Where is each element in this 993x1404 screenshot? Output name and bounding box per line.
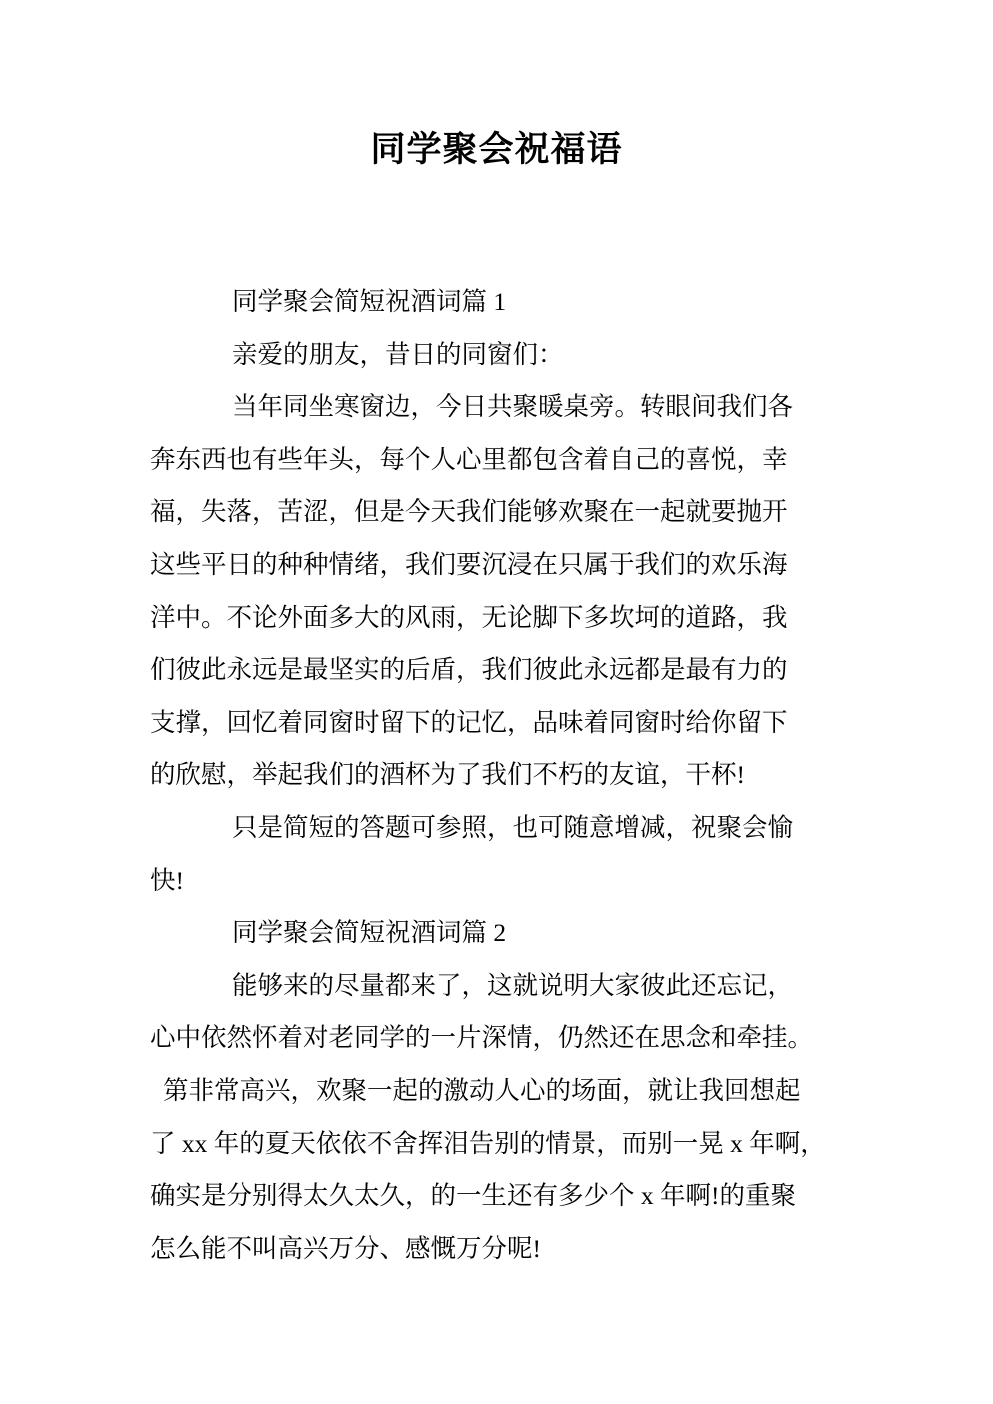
paragraph-line: 当年同坐寒窗边，今日共聚暖桌旁。转眼间我们各 bbox=[232, 392, 794, 422]
paragraph-line: 了 xx 年的夏天依依不舍挥泪告别的情景，而别一晃 x 年啊， bbox=[150, 1128, 826, 1158]
paragraph-line: 福，失落，苦涩，但是今天我们能够欢聚在一起就要抛开 bbox=[150, 497, 788, 527]
paragraph-line: 这些平日的种种情绪，我们要沉浸在只属于我们的欢乐海 bbox=[150, 549, 788, 579]
document-body bbox=[150, 276, 850, 1275]
paragraph-line: 快! bbox=[150, 865, 184, 895]
paragraph-line: 心中依然怀着对老同学的一片深情，仍然还在思念和牵挂。 bbox=[150, 1023, 814, 1053]
paragraph-line: 洋中。不论外面多大的风雨，无论脚下多坎坷的道路，我 bbox=[150, 602, 788, 632]
paragraph-line: 能够来的尽量都来了，这就说明大家彼此还忘记， bbox=[232, 970, 794, 1000]
paragraph-line: 奔东西也有些年头，每个人心里都包含着自己的喜悦，幸 bbox=[150, 444, 788, 474]
section-heading: 同学聚会简短祝酒词篇 2 bbox=[232, 918, 507, 948]
paragraph-line: 们彼此永远是最坚实的后盾，我们彼此永远都是最有力的 bbox=[150, 655, 788, 685]
paragraph-line: 只是简短的答题可参照，也可随意增减，祝聚会愉 bbox=[232, 812, 794, 842]
page-title: 同学聚会祝福语 bbox=[370, 130, 623, 169]
paragraph-line: 确实是分别得太久太久，的一生还有多少个 x 年啊!的重聚 bbox=[150, 1181, 796, 1211]
paragraph-line: 的欣慰，举起我们的酒杯为了我们不朽的友谊，干杯! bbox=[150, 760, 745, 790]
paragraph-line: 支撑，回忆着同窗时留下的记忆，品味着同窗时给你留下 bbox=[150, 707, 788, 737]
paragraph-line: 怎么能不叫高兴万分、感慨万分呢! bbox=[150, 1233, 541, 1263]
paragraph-line: 第非常高兴，欢聚一起的激动人心的场面，就让我回想起 bbox=[163, 1075, 801, 1105]
section-heading: 同学聚会简短祝酒词篇 1 bbox=[232, 287, 507, 316]
paragraph-line: 亲爱的朋友，昔日的同窗们： bbox=[232, 339, 564, 369]
